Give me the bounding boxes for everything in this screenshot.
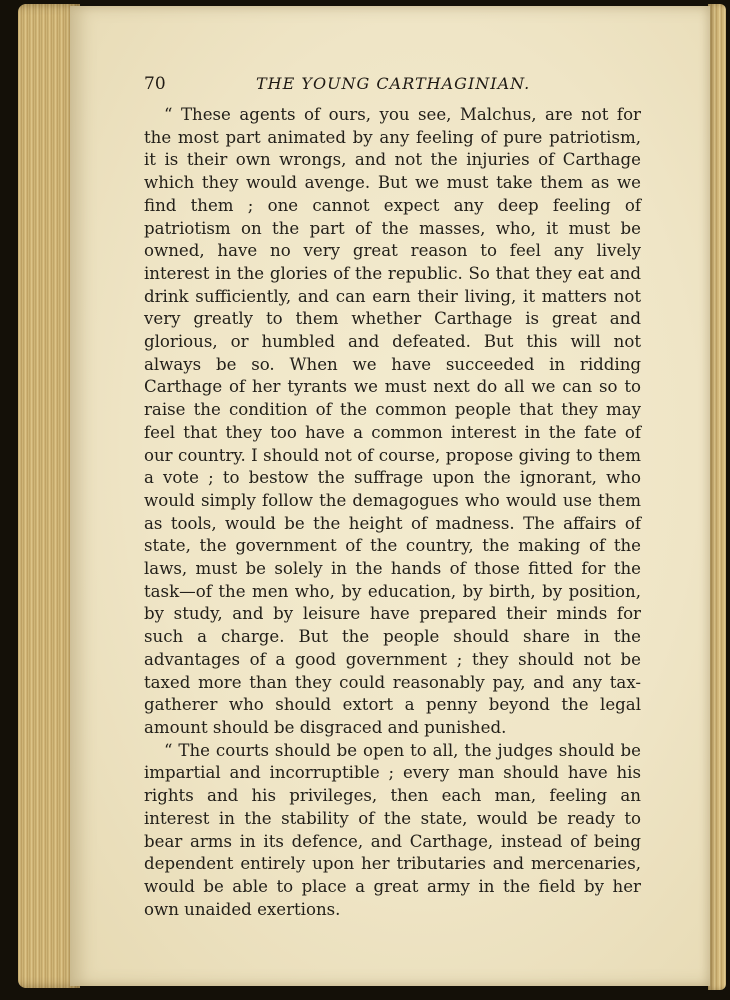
paragraph: “ These agents of ours, you see, Malchus, are not for the most part animated by any feeling of pure patriotism, it is their own wrongs, and not the injuries of Carthage which they would avenge. But we must take them as we find them ; one cannot expect any deep feeling of patriotism on the part of the masses, who, it must be owned, have no very great reason to feel any lively interest in the glories of the republic. So that they eat and drink sufficiently, and can earn their living, it matters not very greatly to them whether Carthage is great and glorious, or humbled and defeated. But this will not always be so. When we have succeeded in ridding Carthage of her tyrants we must next do all we can so to raise the condition of the common people that they may feel that they too have a common interest in the fate of our country. I should not of course, propose giving to them a vote ; to bestow the suffrage upon the ignorant, who would simply follow the demagogues who would use them as tools, would be the height of madness. The affairs of state, the government of the country, the making of the laws, must be solely in the hands of those fitted for the task—of the men who, by education, by birth, by position, by study, and by leisure have prepared their minds for such a charge. But the people should share in the advantages of a good government ; they should not be taxed more than they could reasonably pay, and any tax-gatherer who should extort a penny beyond the legal amount should be disgraced and punished. — [144, 105, 641, 737]
page-edges-right — [708, 4, 726, 990]
paragraph: “ The courts should be open to all, the judges should be impartial and incorruptible ; every man should have his rights and his privileges, then each man, feeling an interest in the stability of the state, would be ready to bear arms in its defence, and Carthage, instead of being dependent entirely upon her tributaries and mercenaries, would be able to place a great army in the field by her own unaided exertions. — [144, 740, 641, 919]
running-title: THE YOUNG CARTHAGINIAN. — [256, 74, 531, 93]
page-header — [144, 74, 644, 98]
body-text — [144, 104, 641, 921]
page-number: 70 — [144, 74, 166, 94]
